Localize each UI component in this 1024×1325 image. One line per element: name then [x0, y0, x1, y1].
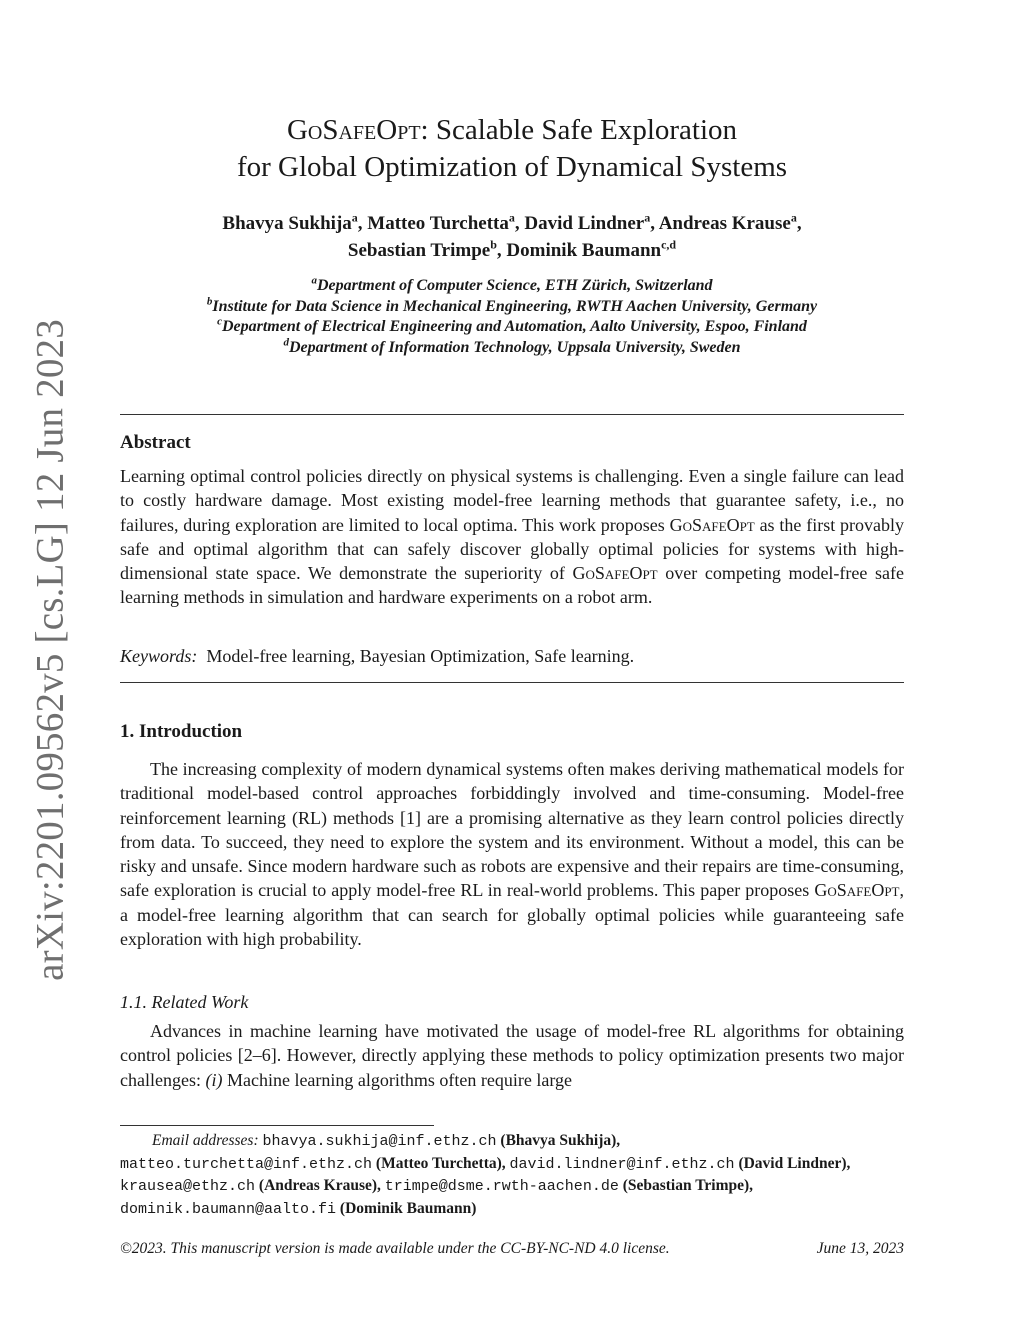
affiliation-text: Institute for Data Science in Mechanical Engineering, RWTH Aachen University, Germany — [212, 297, 818, 315]
related-work-text-1: Advances in machine learning have motivated the usage of model-free RL algorithms for obtaining control policies [2–6]. However, directly applying these methods to policy optimization presents two major challenges: — [120, 1021, 904, 1090]
keywords-label: Keywords: — [120, 646, 198, 666]
email-owner: (Bhavya Sukhija), — [500, 1132, 621, 1149]
affiliation-list — [110, 276, 914, 358]
intro-text-2: , a model-free learning algorithm that can search for globally optimal policies while guaranteeing safe exploration with high probability. — [120, 880, 904, 950]
email-owner: (David Lindner), — [738, 1154, 851, 1172]
method-name: GoSafeOpt — [669, 514, 755, 535]
email-address[interactable]: krausea@ethz.ch — [120, 1178, 256, 1195]
author-affiliation-mark: b — [490, 237, 497, 252]
author — [524, 210, 659, 234]
email-address[interactable]: dominik.baumann@aalto.fi — [120, 1200, 337, 1218]
section-heading-introduction: 1. Introduction — [120, 721, 243, 742]
method-name: GoSafeOpt — [814, 880, 900, 901]
author-name: David Lindner — [524, 213, 645, 234]
title-line-2: for Global Optimization of Dynamical Systems — [236, 151, 788, 183]
author-affiliation-mark: c,d — [661, 237, 677, 252]
author-affiliation-mark: a — [508, 210, 515, 225]
author-name: Bhavya Sukhija — [222, 213, 352, 234]
affiliation — [110, 338, 914, 359]
affiliation-mark: b — [206, 295, 213, 308]
author-name: Andreas Krause — [658, 213, 791, 234]
affiliation-mark: a — [311, 274, 317, 287]
author-name: Matteo Turchetta — [367, 213, 509, 234]
author — [367, 210, 525, 234]
author-separator: , — [496, 240, 507, 261]
enumeration-marker: (i) — [205, 1069, 223, 1090]
author — [658, 210, 802, 234]
email-owner: (Matteo Turchetta), — [375, 1154, 506, 1172]
title-line-1-rest: : Scalable Safe Exploration — [420, 114, 738, 146]
affiliation-text: Department of Computer Science, ETH Zürich, Switzerland — [316, 277, 713, 294]
license-text: ©2023. This manuscript version is made available under the CC-BY-NC-ND 4.0 license. — [120, 1240, 670, 1257]
keywords-text: Model-free learning, Bayesian Optimization, Safe learning. — [206, 646, 635, 666]
title-line-1 — [120, 112, 904, 149]
author-affiliation-mark: a — [644, 210, 651, 225]
author-list — [120, 210, 904, 264]
related-work-paragraph — [120, 1019, 904, 1092]
introduction-paragraph — [120, 757, 904, 951]
intro-text-1: The increasing complexity of modern dynamical systems often makes deriving mathematical models for traditional model-based control approaches forbiddingly involved and time-consuming. Model-free reinforcement learning (RL) methods [1] are a promising alternative as they learn control policies directly from data. To succeed, they need to explore the system and its environment. Without a model, this can be risky and unsafe. Since modern hardware such as robots are expensive and their repairs are time-consuming, safe exploration is crucial to apply model-free RL in real-world problems. This paper proposes — [120, 759, 904, 901]
author-separator: , — [357, 213, 368, 234]
abstract-text-1: Learning optimal control policies directly on physical systems is challenging. Even a single failure can lead to costly hardware damage. Most existing model-free learning methods that guarantee safety, i.e., no failures, during exploration are limited to local optima. This work proposes — [120, 466, 904, 535]
affiliation-mark: d — [283, 336, 289, 349]
subsection-heading-related-work: 1.1. Related Work — [120, 992, 249, 1012]
abstract-top-rule — [120, 414, 904, 415]
author-affiliation-mark: a — [790, 210, 797, 225]
abstract-heading: Abstract — [120, 432, 191, 453]
email-address[interactable]: matteo.turchetta@inf.ethz.ch — [120, 1155, 373, 1173]
email-owner: (Dominik Baumann) — [339, 1199, 477, 1217]
abstract-body — [120, 464, 904, 610]
affiliation-text: Department of Information Technology, Uppsala University, Sweden — [288, 338, 741, 356]
arxiv-identifier-stamp: arXiv:2201.09562v5 [cs.LG] 12 Jun 2023 — [28, 319, 72, 981]
author-name: Dominik Baumann — [506, 240, 662, 261]
method-name: GoSafeOpt — [286, 114, 421, 146]
preprint-date: June 13, 2023 — [816, 1240, 904, 1257]
related-work-text-2: Machine learning algorithms often require large — [222, 1069, 573, 1090]
keywords — [120, 644, 904, 668]
email-address[interactable]: bhavya.sukhija@inf.ethz.ch — [262, 1133, 497, 1150]
affiliation-text: Department of Electrical Engineering and Automation, Aalto University, Espoo, Finland — [221, 318, 807, 335]
footnote-rule — [120, 1125, 434, 1126]
author-separator: , — [796, 213, 802, 234]
author — [347, 237, 507, 261]
email-owner: (Sebastian Trimpe), — [622, 1177, 754, 1194]
affiliation — [110, 297, 914, 318]
email-footnote — [120, 1130, 904, 1220]
affiliation — [110, 317, 914, 338]
email-address[interactable]: trimpe@dsme.rwth-aachen.de — [384, 1178, 619, 1195]
author-affiliation-mark: a — [351, 210, 358, 225]
email-owner: (Andreas Krause), — [258, 1177, 381, 1194]
email-address[interactable]: david.lindner@inf.ethz.ch — [509, 1155, 735, 1173]
method-name: GoSafeOpt — [572, 563, 658, 584]
paper-title — [120, 112, 904, 186]
author-separator: , — [514, 213, 525, 234]
abstract-text-2: as the first provably safe and optimal algorithm that can safely discover globally optimal policies for systems with high-dimensional state space. We demonstrate the superiority of — [120, 514, 905, 584]
author — [506, 237, 677, 261]
license-footer — [120, 1240, 904, 1258]
author-separator: , — [650, 213, 659, 234]
author — [222, 210, 368, 234]
author-name: Sebastian Trimpe — [347, 240, 491, 261]
affiliation-mark: c — [217, 315, 222, 328]
abstract-text-3: over competing model-free safe learning methods in simulation and hardware experiments on a robot arm. — [120, 563, 904, 608]
abstract-bottom-rule — [120, 682, 904, 683]
footnote-label: Email addresses: — [152, 1132, 259, 1149]
affiliation — [110, 276, 914, 297]
